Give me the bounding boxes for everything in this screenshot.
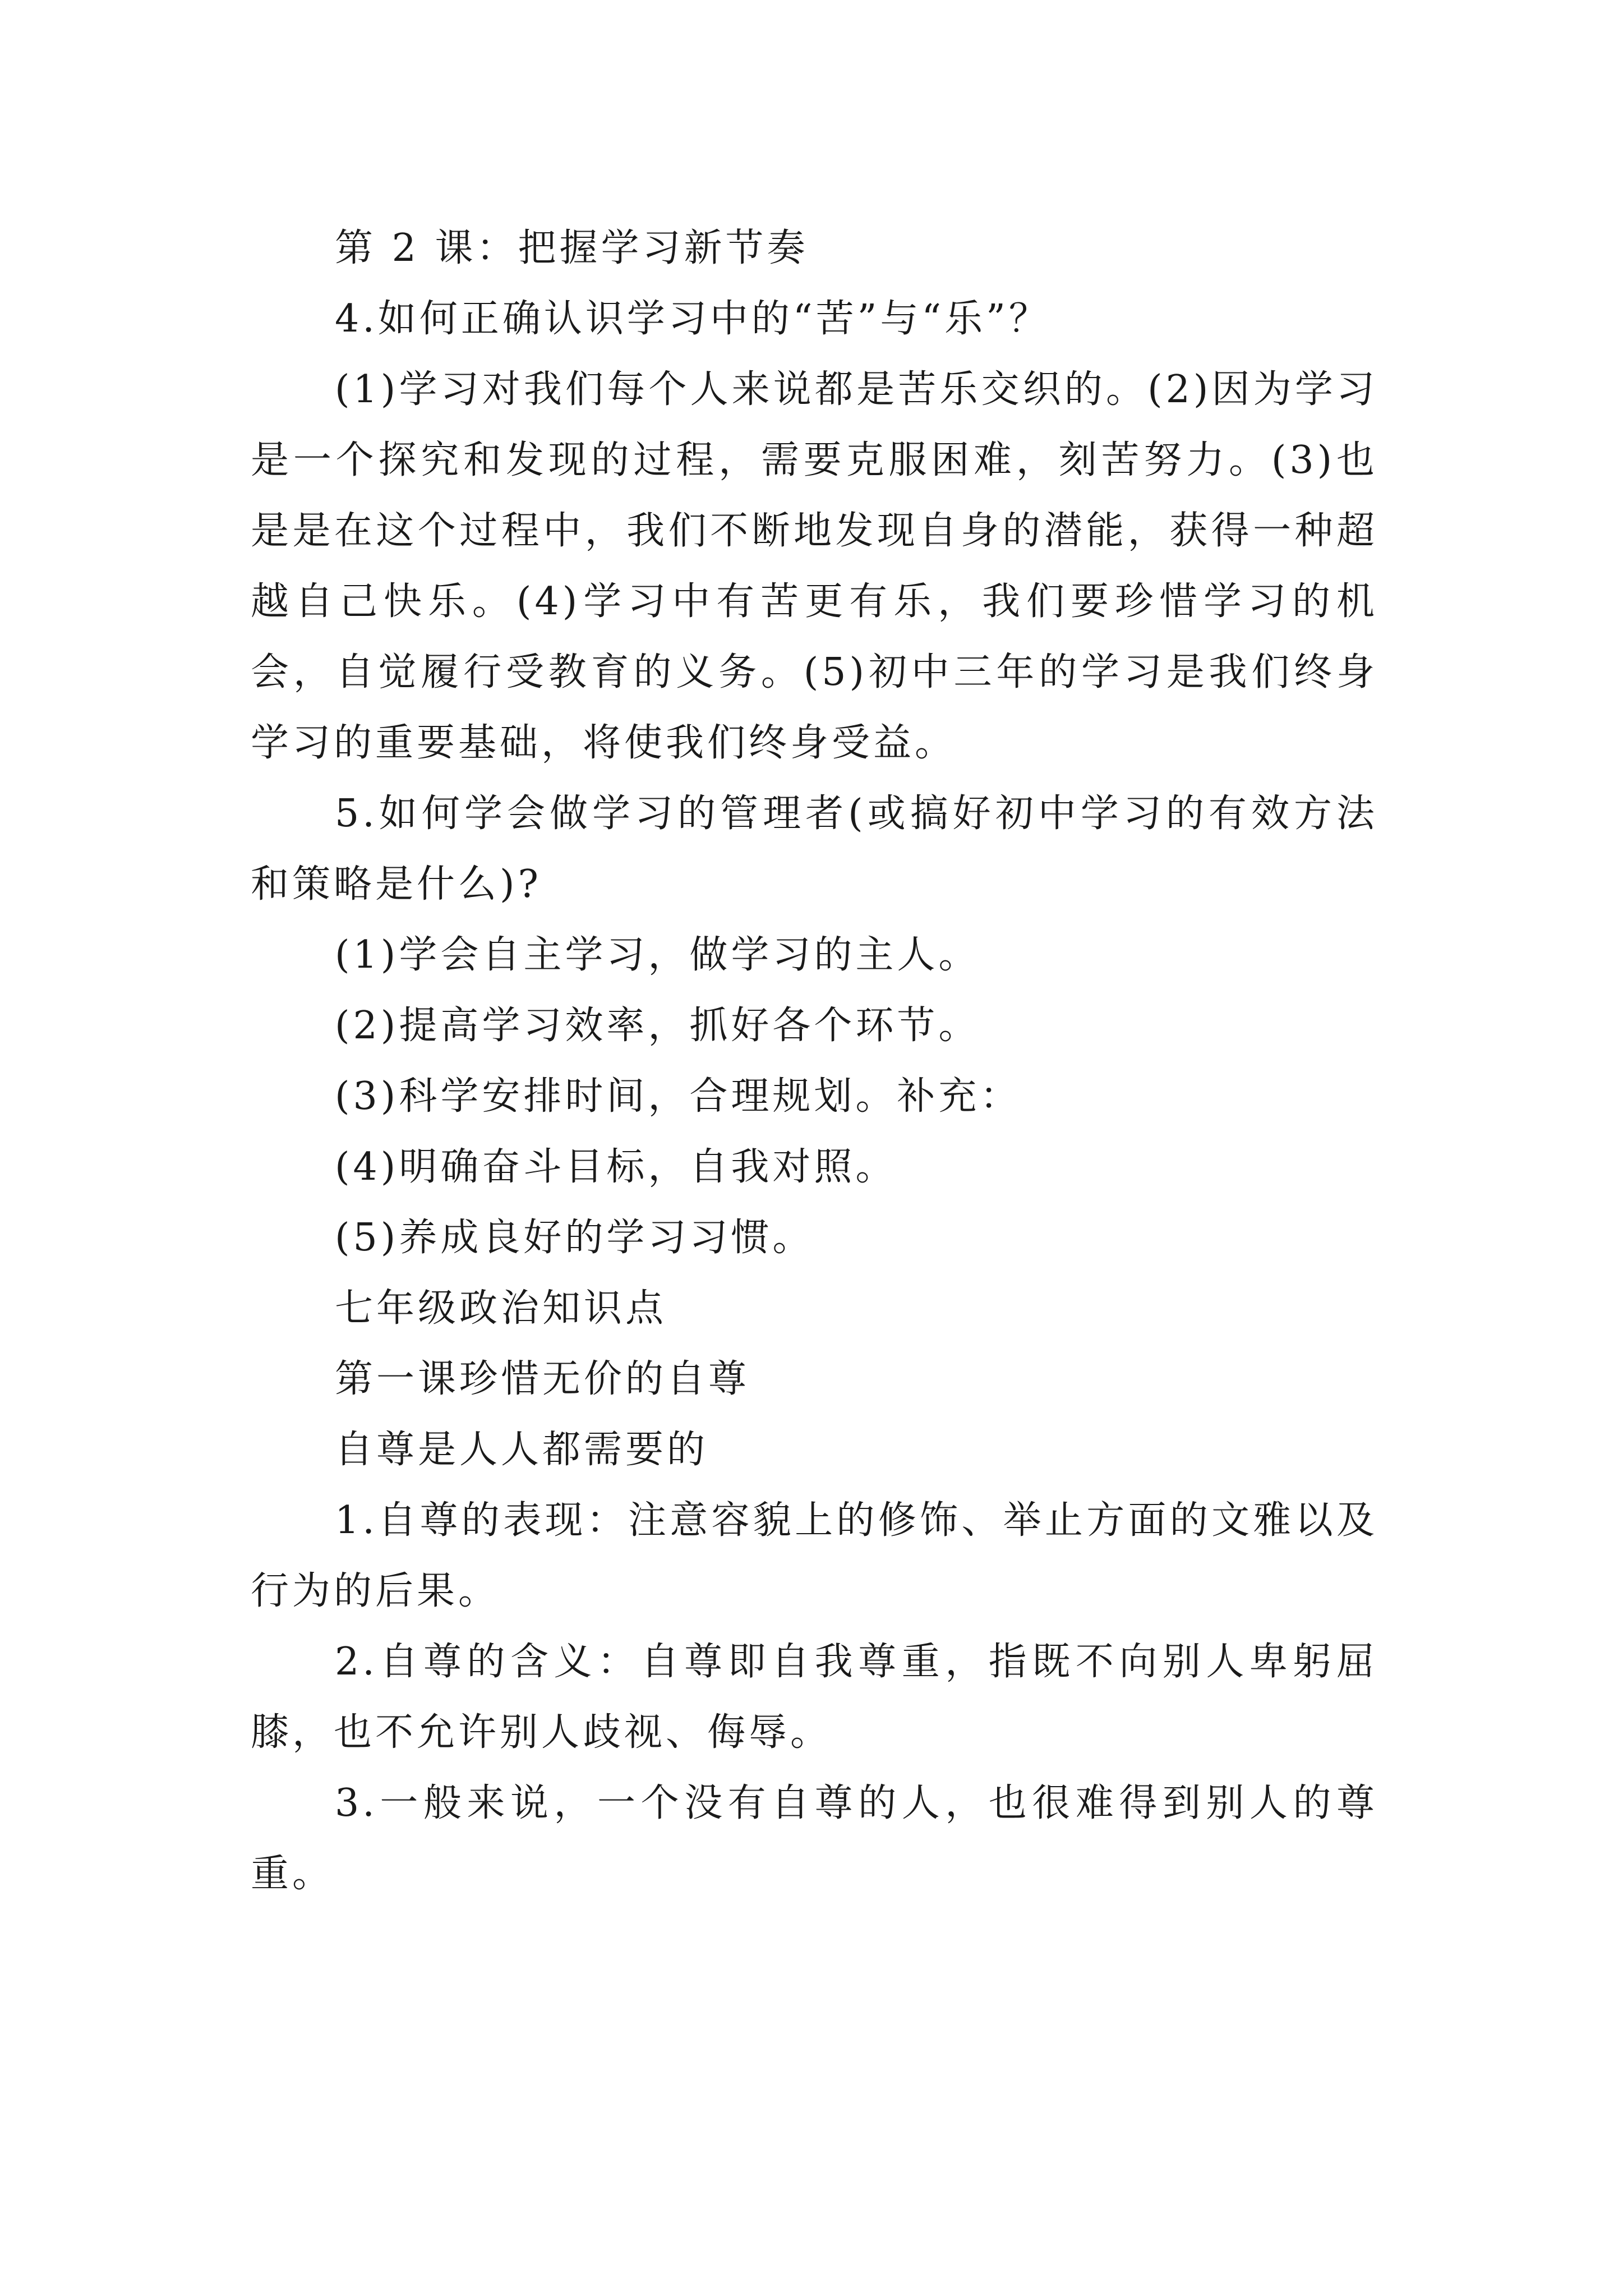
lesson-2-heading: 第 2 课：把握学习新节奏 bbox=[335, 226, 809, 270]
point-2: 2.自尊的含义：自尊即自我尊重，指既不向别人卑躬屈膝，也不允许别人歧视、侮辱。 bbox=[251, 1640, 1378, 1755]
answer-5-item-3: (3)科学安排时间，合理规划。补充： bbox=[335, 1074, 1022, 1119]
answer-5-item-2: (2)提高学习效率，抓好各个环节。 bbox=[335, 1004, 980, 1048]
question-4: 4.如何正确认识学习中的“苦”与“乐”？ bbox=[335, 297, 1050, 341]
lesson-1-heading: 第一课珍惜无价的自尊 bbox=[335, 1357, 750, 1401]
point-1: 1.自尊的表现：注意容貌上的修饰、举止方面的文雅以及行为的后果。 bbox=[251, 1498, 1378, 1613]
answer-5-item-1: (1)学会自主学习，做学习的主人。 bbox=[335, 933, 980, 977]
question-5: 5.如何学会做学习的管理者(或搞好初中学习的有效方法和策略是什么)? bbox=[251, 792, 1378, 907]
answer-5-item-4: (4)明确奋斗目标，自我对照。 bbox=[335, 1145, 897, 1189]
point-3: 3.一般来说，一个没有自尊的人，也很难得到别人的尊重。 bbox=[251, 1781, 1378, 1896]
section-heading: 七年级政治知识点 bbox=[335, 1286, 667, 1331]
answer-5-item-5: (5)养成良好的学习习惯。 bbox=[335, 1216, 814, 1260]
answer-4: (1)学习对我们每个人来说都是苦乐交织的。(2)因为学习是一个探究和发现的过程，需要克服困难，刻苦努力。(3)也是是在这个过程中，我们不断地发现自身的潜能，获得一种超越自己快乐。(4)学习中有苦更有乐，我们要珍惜学习的机会，自觉履行受教育的义务。(5)初中三年的学习是我们终身学习的重要基础，将使我们终身受益。 bbox=[251, 367, 1378, 765]
subsection-heading: 自尊是人人都需要的 bbox=[335, 1428, 709, 1472]
document-body bbox=[251, 213, 1378, 1910]
